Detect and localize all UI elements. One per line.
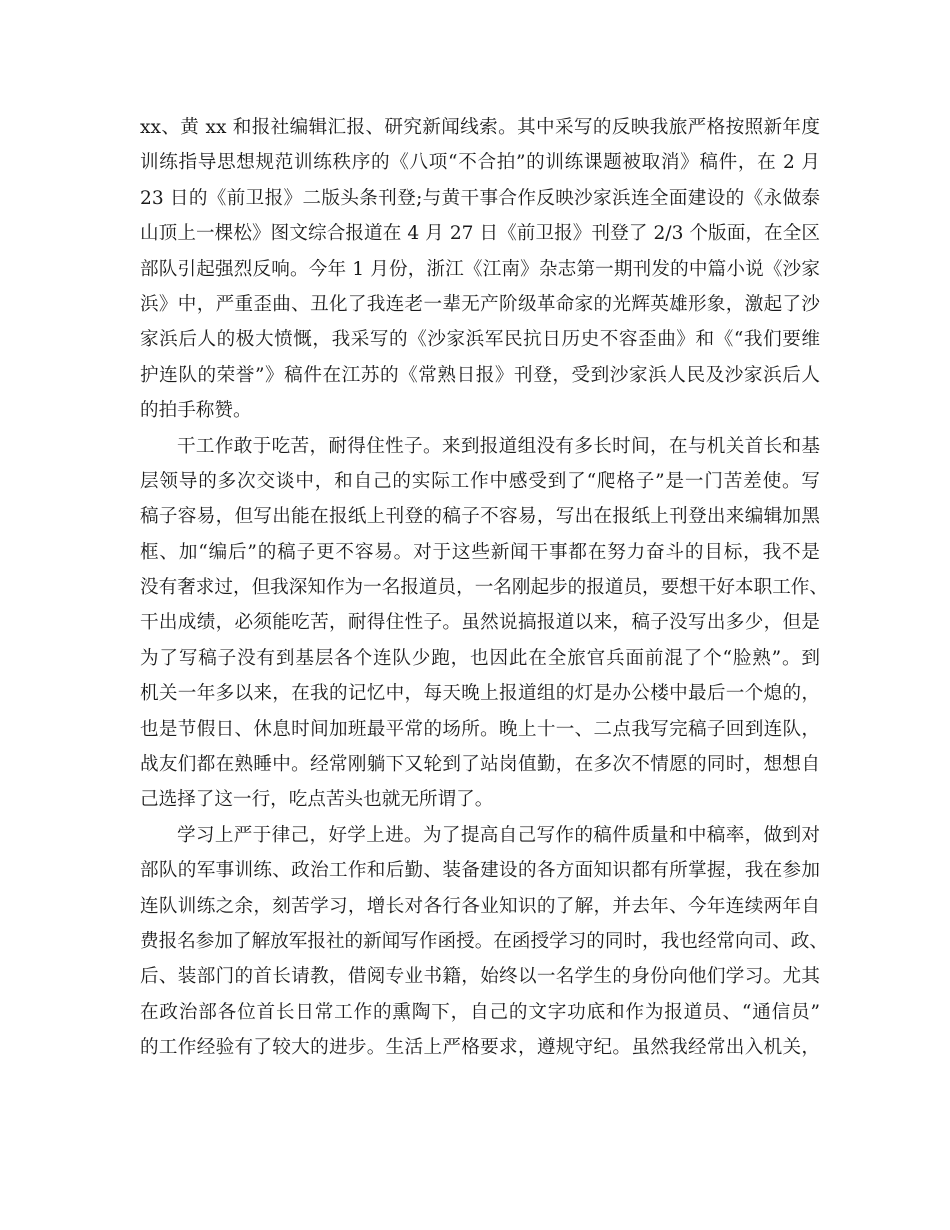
text-line: 干出成绩，必须能吃苦，耐得住性子。虽然说搞报道以来，稿子没写出多少，但是 <box>140 612 820 634</box>
text-line: 连队训练之余，刻苦学习，增长对各行各业知识的了解，并去年、今年连续两年自 <box>140 895 820 917</box>
text-line: 训练指导思想规范训练秩序的《八项“不合拍”的训练课题被取消》稿件，在 2 月 <box>140 152 820 174</box>
text-line: 框、加“编后”的稿子更不容易。对于这些新闻干事都在努力奋斗的目标，我不是 <box>140 541 820 563</box>
text-line: 己选择了这一行，吃点苦头也就无所谓了。 <box>140 789 494 811</box>
text-line: 的拍手称赞。 <box>140 400 252 422</box>
text-line: 家浜后人的极大愤慨，我采写的《沙家浜军民抗日历史不容歪曲》和《“我们要维 <box>140 329 820 351</box>
text-line: 后、装部门的首长请教，借阅专业书籍，始终以一名学生的身份向他们学习。尤其 <box>140 966 820 988</box>
text-line: 稿子容易，但写出能在报纸上刊登的稿子不容易，写出在报纸上刊登出来编辑加黑 <box>140 506 820 528</box>
text-line: 干工作敢于吃苦，耐得住性子。来到报道组没有多长时间，在与机关首长和基 <box>177 435 820 457</box>
text-line: 费报名参加了解放军报社的新闻写作函授。在函授学习的同时，我也经常向司、政、 <box>140 930 828 952</box>
text-line: 在政治部各位首长日常工作的熏陶下，自己的文字功底和作为报道员、“通信员” <box>140 1001 820 1023</box>
text-line: 山顶上一棵松》图文综合报道在 4 月 27 日《前卫报》刊登了 2/3 个版面，在全区 <box>140 223 820 245</box>
paragraph-1 <box>140 110 820 429</box>
text-line: 23 日的《前卫报》二版头条刊登;与黄干事合作反映沙家浜连全面建设的《永做泰 <box>140 187 820 209</box>
text-line: 为了写稿子没有到基层各个连队少跑，也因此在全旅官兵面前混了个“脸熟”。到 <box>140 647 820 669</box>
text-line: 没有奢求过，但我深知作为一名报道员，一名刚起步的报道员，要想干好本职工作、 <box>140 577 828 599</box>
text-line: 层领导的多次交谈中，和自己的实际工作中感受到了“爬格子”是一门苦差使。写 <box>140 470 820 492</box>
text-line: 护连队的荣誉”》稿件在江苏的《常熟日报》刊登，受到沙家浜人民及沙家浜后人 <box>140 364 820 386</box>
text-line: 战友们都在熟睡中。经常刚躺下又轮到了站岗值勤，在多次不情愿的同时，想想自 <box>140 754 820 776</box>
document-body <box>140 110 828 1066</box>
text-line: xx、黄 xx 和报社编辑汇报、研究新闻线索。其中采写的反映我旅严格按照新年度 <box>140 117 820 138</box>
text-line: 机关一年多以来，在我的记忆中，每天晚上报道组的灯是办公楼中最后一个熄的， <box>140 683 820 705</box>
text-line: 的工作经验有了较大的进步。生活上严格要求，遵规守纪。虽然我经常出入机关， <box>140 1037 820 1059</box>
paragraph-3 <box>140 818 828 1066</box>
text-line: 学习上严于律己，好学上进。为了提高自己写作的稿件质量和中稿率，做到对 <box>177 824 820 846</box>
text-line: 部队的军事训练、政治工作和后勤、装备建设的各方面知识都有所掌握，我在参加 <box>140 860 820 882</box>
text-line: 也是节假日、休息时间加班最平常的场所。晚上十一、二点我写完稿子回到连队， <box>140 718 820 740</box>
text-line: 部队引起强烈反响。今年 1 月份，浙江《江南》杂志第一期刊发的中篇小说《沙家 <box>140 258 820 280</box>
text-line: 浜》中，严重歪曲、丑化了我连老一辈无产阶级革命家的光辉英雄形象，激起了沙 <box>140 293 820 315</box>
paragraph-2 <box>140 429 828 818</box>
